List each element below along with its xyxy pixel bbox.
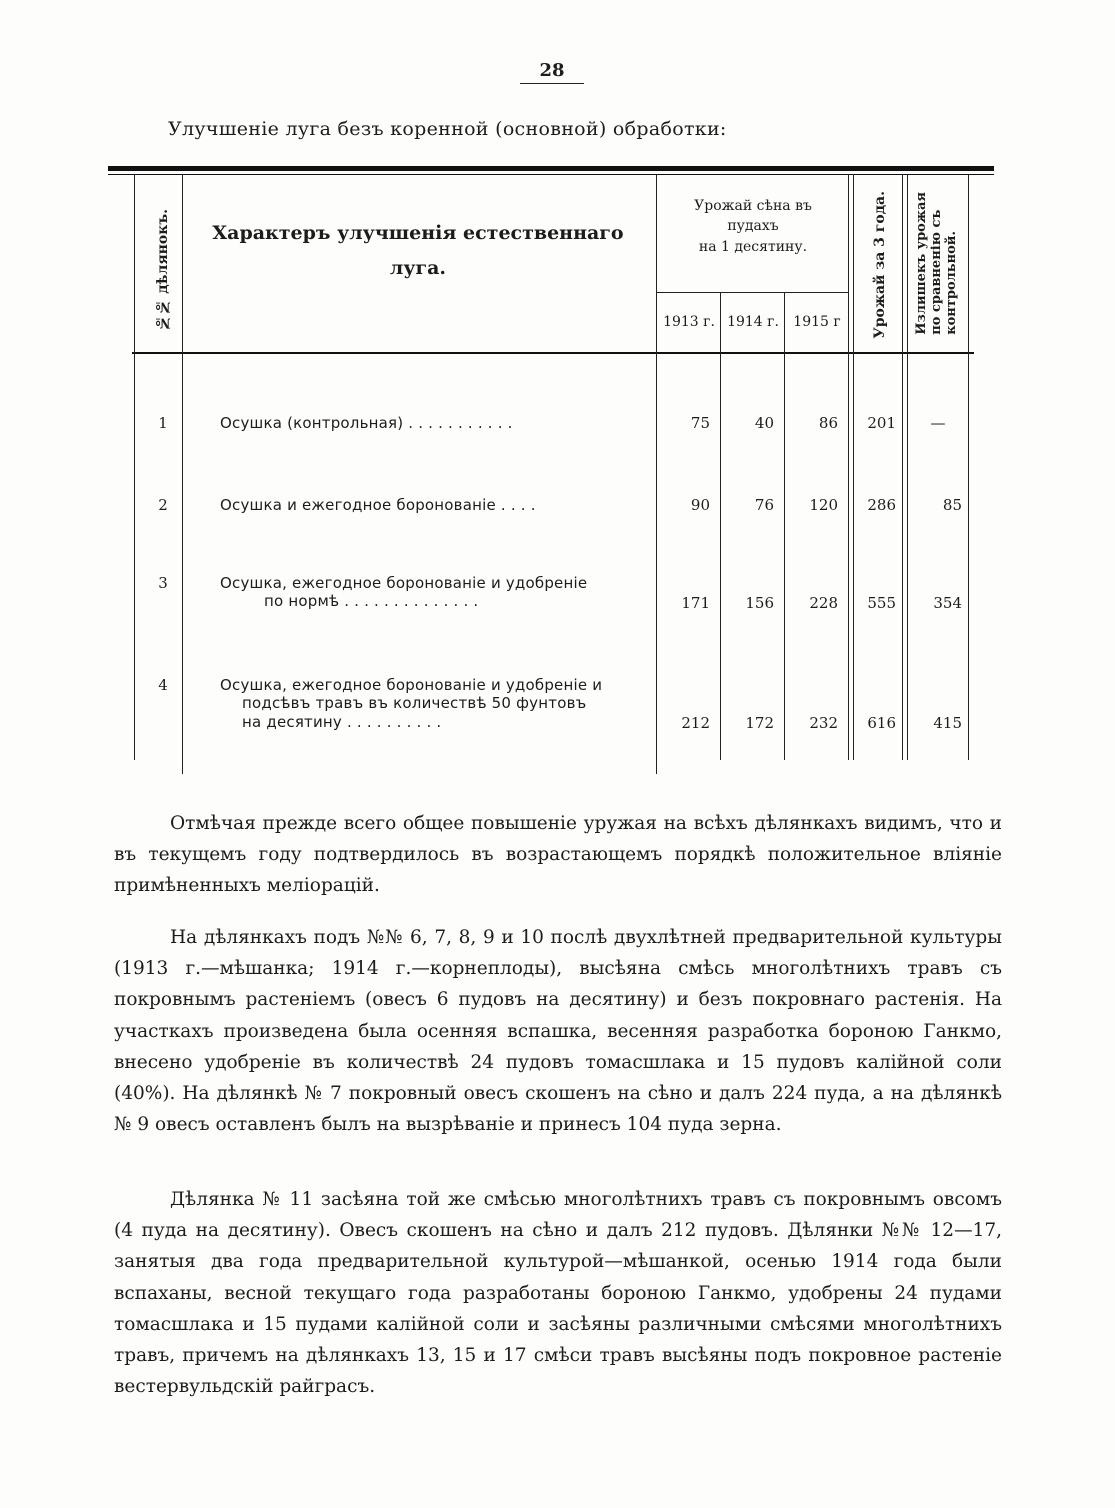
yield-1913: 212 bbox=[681, 714, 710, 732]
yield-1913: 90 bbox=[690, 496, 710, 514]
col-divider bbox=[656, 174, 657, 774]
yield-1915: 120 bbox=[809, 496, 838, 514]
page-number: 28 bbox=[520, 60, 584, 84]
yield-1914: 40 bbox=[754, 414, 774, 432]
yield-1915: 86 bbox=[818, 414, 838, 432]
header-year-1915: 1915 г bbox=[793, 314, 841, 330]
row-number: 4 bbox=[158, 676, 168, 694]
header-yield-group: Урожай сѣна въ пудахъ на 1 десятину. bbox=[694, 198, 812, 255]
yield-1914: 156 bbox=[745, 594, 774, 612]
col-divider bbox=[784, 292, 785, 760]
table-caption: Улучшеніе луга безъ коренной (основной) обработки: bbox=[168, 118, 727, 140]
yield-table bbox=[108, 160, 994, 775]
header-year-1914: 1914 г. bbox=[727, 314, 779, 330]
yield-1913: 75 bbox=[690, 414, 710, 432]
year-header-rule bbox=[656, 292, 848, 293]
header-total: Урожай за 3 года. bbox=[871, 191, 888, 339]
col-divider-double bbox=[848, 174, 854, 760]
yield-1914: 76 bbox=[754, 496, 774, 514]
yield-total: 201 bbox=[867, 414, 896, 432]
row-description: Осушка (контрольная) . . . . . . . . . . . bbox=[220, 414, 513, 432]
yield-excess: 415 bbox=[933, 714, 962, 732]
row-number: 3 bbox=[158, 574, 168, 592]
yield-excess: 354 bbox=[933, 594, 962, 612]
row-description: Осушка, ежегодное боронованіе и удобреніе и подсѣвъ травъ въ количествѣ 50 фунтовъ на десятину . . . . . . . . . . bbox=[220, 676, 603, 731]
header-character: Характеръ улучшенія естественнаго луга. bbox=[212, 222, 624, 280]
col-divider bbox=[720, 292, 721, 760]
header-excess: Излишекъ урожая по сравненію съ контрольной. bbox=[913, 191, 959, 335]
yield-1915: 232 bbox=[809, 714, 838, 732]
yield-1915: 228 bbox=[809, 594, 838, 612]
paragraph-2: На дѣлянкахъ подъ №№ 6, 7, 8, 9 и 10 послѣ двухлѣтней предварительной культуры (1913 г.—мѣшанка; 1914 г.—корнеплоды), высѣяна смѣсь многолѣтнихъ травъ съ покровнымъ растеніемъ (овесъ 6 пудовъ на десятину) и безъ покровнаго растенія. На участкахъ произведена была осенняя вспашка, весенняя разработка бороною Ганкмо, внесено удобреніе въ количествѣ 24 пудовъ томасшлака и 15 пудовъ калійной соли (40%). На дѣлянкѣ № 7 покровный овесъ скошенъ на сѣно и далъ 224 пуда, а на дѣлянкѣ № 9 овесъ оставленъ былъ на вызрѣваніе и принесъ 104 пуда зерна. bbox=[114, 927, 1002, 1136]
paragraph-3: Дѣлянка № 11 засѣяна той же смѣсью многолѣтнихъ травъ съ покровнымъ овсомъ (4 пуда на десятину). Овесъ скошенъ на сѣно и далъ 212 пудовъ. Дѣлянки №№ 12—17, занятыя два года предварительной культурой—мѣшанкой, осенью 1914 года были вспаханы, весной текущаго года разработаны бороною Ганкмо, удобрены 24 пудами томасшлака и 15 пудами калійной соли и засѣяны различными смѣсями многолѣтнихъ травъ, причемъ на дѣлянкахъ 13, 15 и 17 смѣси травъ высѣяны подъ покровное растеніе вестервульдскій райграсъ. bbox=[114, 1189, 1002, 1398]
row-description: Осушка, ежегодное боронованіе и удобреніе по нормѣ . . . . . . . . . . . . . . bbox=[220, 574, 588, 611]
table-top-rule-thin bbox=[108, 174, 994, 175]
paragraph-1: Отмѣчая прежде всего общее повышеніе уружая на всѣхъ дѣлянкахъ видимъ, что и въ текущемъ году подтвердилось въ возрастающемъ порядкѣ положительное вліяніе примѣненныхъ мелiорацiй. bbox=[114, 813, 1002, 897]
yield-excess: 85 bbox=[942, 496, 962, 514]
yield-excess: — bbox=[930, 414, 946, 432]
row-number: 2 bbox=[158, 496, 168, 514]
table-top-rule bbox=[108, 166, 994, 171]
yield-1914: 172 bbox=[745, 714, 774, 732]
header-year-1913: 1913 г. bbox=[663, 314, 715, 330]
col-divider bbox=[134, 174, 135, 760]
header-plot-number: №№ дѣлянокъ. bbox=[154, 209, 171, 331]
yield-total: 555 bbox=[867, 594, 896, 612]
row-description: Осушка и ежегодное боронованіе . . . . bbox=[220, 496, 536, 514]
yield-1913: 171 bbox=[681, 594, 710, 612]
yield-total: 616 bbox=[867, 714, 896, 732]
yield-total: 286 bbox=[867, 496, 896, 514]
row-number: 1 bbox=[158, 414, 168, 432]
